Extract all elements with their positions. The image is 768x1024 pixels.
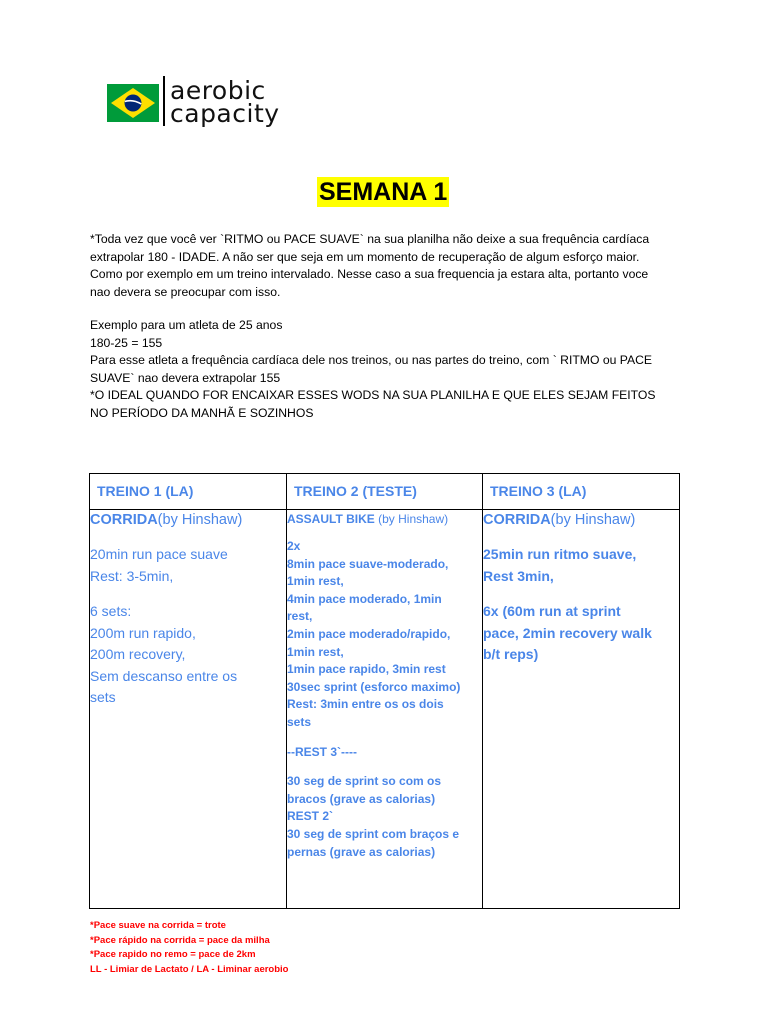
treino-2-body (287, 538, 482, 861)
treino-1-title (90, 510, 286, 530)
footnote: *Pace suave na corrida = trote (90, 920, 226, 931)
intro-paragraph-3 (90, 387, 690, 422)
treino-3-cell (483, 510, 680, 909)
intro-line: Para esse atleta a frequência cardíaca dele nos treinos, ou nas partes do treino, com ` RITMO ou PACE (90, 353, 653, 367)
intro-line: SUAVE` nao devera extrapolar 155 (90, 370, 281, 385)
logo-text-aerobic: aerobic (170, 76, 266, 105)
treino-1-body (90, 544, 286, 709)
treino-3-line: 6x (60m run at sprint (483, 603, 621, 619)
treino-2-title-bold: ASSAULT BIKE (287, 512, 375, 526)
intro-paragraph-1 (90, 231, 690, 301)
treino-2-line: --REST 3`---- (287, 744, 357, 759)
treino-3-title-rest: (by Hinshaw) (550, 512, 636, 528)
footnote: LL - Limiar de Lactato / LA - Liminar aerobio (90, 963, 289, 975)
treino-2-line: 30 seg de sprint com braços e (287, 826, 460, 841)
treino-2-line: 4min pace moderado, 1min (287, 591, 442, 606)
treino-3-line: Rest 3min, (483, 567, 554, 584)
brazil-flag-icon (107, 84, 159, 122)
treino-2-line: 30sec sprint (esforco maximo) (287, 679, 461, 694)
treino-1-title-bold: CORRIDA (90, 512, 158, 528)
treino-2-line: 2x (287, 539, 301, 553)
page-title: SEMANA 1 (319, 178, 448, 206)
treino-2-title (287, 510, 482, 528)
intro-line: nao devera se preocupar com isso. (90, 284, 281, 299)
treino-1-line: 200m recovery, (90, 646, 186, 662)
treino-3-body (483, 544, 679, 666)
treino-2-line: 1min rest, (287, 644, 344, 659)
logo-divider (163, 76, 165, 126)
treino-2-line: bracos (grave as calorias) (287, 791, 436, 806)
treino-3-line: b/t reps) (483, 646, 539, 662)
treino-2-line: REST 2` (287, 809, 334, 824)
treino-3-title (483, 510, 679, 530)
treino-2-line: 1min pace rapido, 3min rest (287, 662, 446, 677)
intro-line: Como por exemplo em um treino intervalado. Nesse caso a sua frequencia ja estara alta, portanto voce (90, 267, 649, 281)
treino-3-title-bold: CORRIDA (483, 512, 551, 528)
treino-2-line: 8min pace suave-moderado, (287, 556, 449, 571)
treino-2-line: pernas (grave as calorias) (287, 844, 436, 859)
treino-1-line (90, 587, 286, 601)
treino-2-line: Rest: 3min entre os os dois (287, 697, 444, 712)
training-table (89, 473, 680, 909)
logo-text-capacity: capacity (170, 99, 280, 128)
treino-2-line (287, 732, 482, 744)
treino-3-line: pace, 2min recovery walk (483, 624, 652, 641)
intro-line: 180-25 = 155 (90, 335, 163, 350)
intro-line: *O IDEAL QUANDO FOR ENCAIXAR ESSES WODS NA SUA PLANILHA E QUE ELES SEJAM FEITOS (90, 388, 656, 402)
treino-1-line: Sem descanso entre os (90, 667, 238, 684)
intro-line: *Toda vez que você ver `RITMO ou PACE SUAVE` na sua planilha não deixe a sua frequência cardíaca (90, 232, 650, 246)
treino-1-line: 200m run rapido, (90, 624, 196, 641)
treino-2-line (287, 761, 482, 773)
treino-2-cell (287, 510, 483, 909)
intro-line: extrapolar 180 - IDADE. A não ser que seja em um momento de recuperação de algum esforço maior. (90, 249, 640, 264)
treino-2-line: rest, (287, 609, 313, 624)
header-treino-2: TREINO 2 (TESTE) (287, 474, 483, 510)
treino-2-line: 2min pace moderado/rapido, (287, 626, 451, 641)
footnote: *Pace rapido no remo = pace de 2km (90, 949, 256, 960)
treino-3-line (483, 587, 679, 601)
treino-2-line: 30 seg de sprint so com os (287, 774, 442, 789)
treino-2-line: 1min rest, (287, 574, 344, 589)
treino-2-title-rest: (by Hinshaw) (374, 512, 449, 526)
header-treino-3: TREINO 3 (LA) (483, 474, 680, 510)
treino-1-line: 6 sets: (90, 603, 132, 619)
footnote: *Pace rápido na corrida = pace da milha (90, 934, 270, 946)
treino-1-line: sets (90, 689, 116, 705)
treino-1-cell (90, 510, 287, 909)
treino-1-line: 20min run pace suave (90, 546, 228, 562)
footnotes (90, 919, 288, 977)
header-treino-1: TREINO 1 (LA) (90, 474, 287, 510)
treino-3-line: 25min run ritmo suave, (483, 546, 637, 562)
treino-1-line: Rest: 3-5min, (90, 567, 174, 584)
intro-paragraph-2 (90, 317, 690, 387)
intro-line: NO PERÍODO DA MANHÃ E SOZINHOS (90, 405, 314, 420)
intro-line: Exemplo para um atleta de 25 anos (90, 318, 283, 332)
treino-1-title-rest: (by Hinshaw) (157, 512, 243, 528)
treino-2-line: sets (287, 714, 312, 729)
